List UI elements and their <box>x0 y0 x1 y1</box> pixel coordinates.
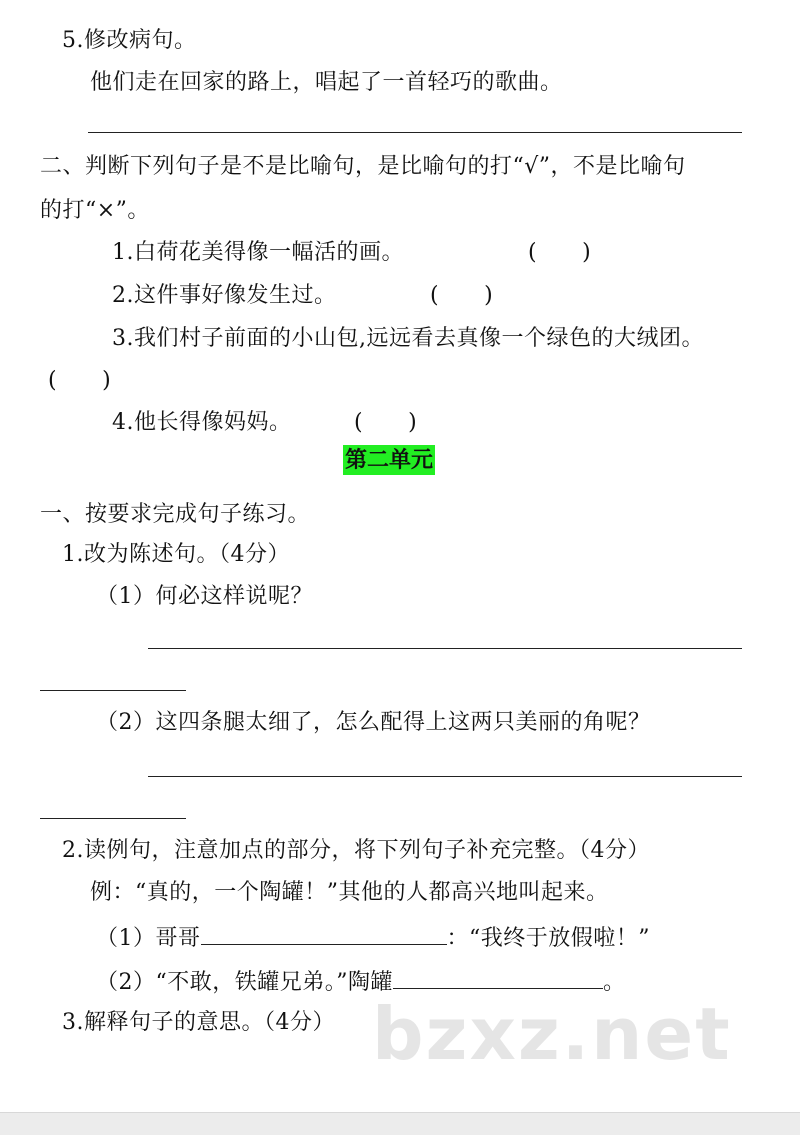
judge-item-4: 4.他长得像妈妈。 <box>112 410 292 435</box>
q1-title: 1.改为陈述句。（4分） <box>62 542 290 567</box>
q2-item-1 <box>96 922 650 954</box>
section2-heading-line2: 的打“×”。 <box>40 198 150 223</box>
part1-heading: 一、按要求完成句子练习。 <box>40 502 311 527</box>
q2-item-2-prefix: （2）“不敢，铁罐兄弟。”陶罐 <box>96 970 393 995</box>
q1-item-1-answer-line-cont <box>40 690 186 691</box>
q1-item-1-answer-line <box>148 648 742 649</box>
q2-title: 2.读例句，注意加点的部分，将下列句子补充完整。（4分） <box>62 838 650 863</box>
judge-item-3-paren: ( ) <box>48 368 112 393</box>
q1-item-2-answer-line-cont <box>40 818 186 819</box>
viewer-bottom-bar <box>0 1112 800 1135</box>
q2-item-1-blank[interactable] <box>201 922 447 945</box>
section2-heading-line1: 二、判断下列句子是不是比喻句，是比喻句的打“√”，不是比喻句 <box>40 154 686 179</box>
q2-item-1-suffix: ：“我终于放假啦！” <box>446 926 650 951</box>
judge-item-4-paren: ( ) <box>354 410 418 435</box>
q5-title: 5.修改病句。 <box>62 28 197 53</box>
q2-item-2-blank[interactable] <box>393 966 603 989</box>
judge-item-3: 3.我们村子前面的小山包,远远看去真像一个绿色的大绒团。 <box>112 326 704 351</box>
q1-item-2: （2）这四条腿太细了，怎么配得上这两只美丽的角呢？ <box>96 710 651 735</box>
judge-item-1-paren: ( ) <box>528 240 592 265</box>
watermark: bzxz.net <box>372 992 732 1076</box>
q2-item-1-prefix: （1）哥哥 <box>96 926 201 951</box>
q5-sentence: 他们走在回家的路上，唱起了一首轻巧的歌曲。 <box>90 70 563 95</box>
q1-item-1: （1）何必这样说呢？ <box>96 584 313 609</box>
judge-item-2-paren: ( ) <box>430 283 494 308</box>
unit-title: 第二单元 <box>345 447 434 473</box>
judge-item-1: 1.白荷花美得像一幅活的画。 <box>112 240 404 265</box>
judge-item-2: 2.这件事好像发生过。 <box>112 283 337 308</box>
q5-answer-line <box>88 132 742 133</box>
q3-title: 3.解释句子的意思。（4分） <box>62 1010 335 1035</box>
q2-item-2-suffix: 。 <box>603 970 626 995</box>
q2-example: 例：“真的，一个陶罐！”其他的人都高兴地叫起来。 <box>90 880 609 905</box>
q1-item-2-answer-line <box>148 776 742 777</box>
